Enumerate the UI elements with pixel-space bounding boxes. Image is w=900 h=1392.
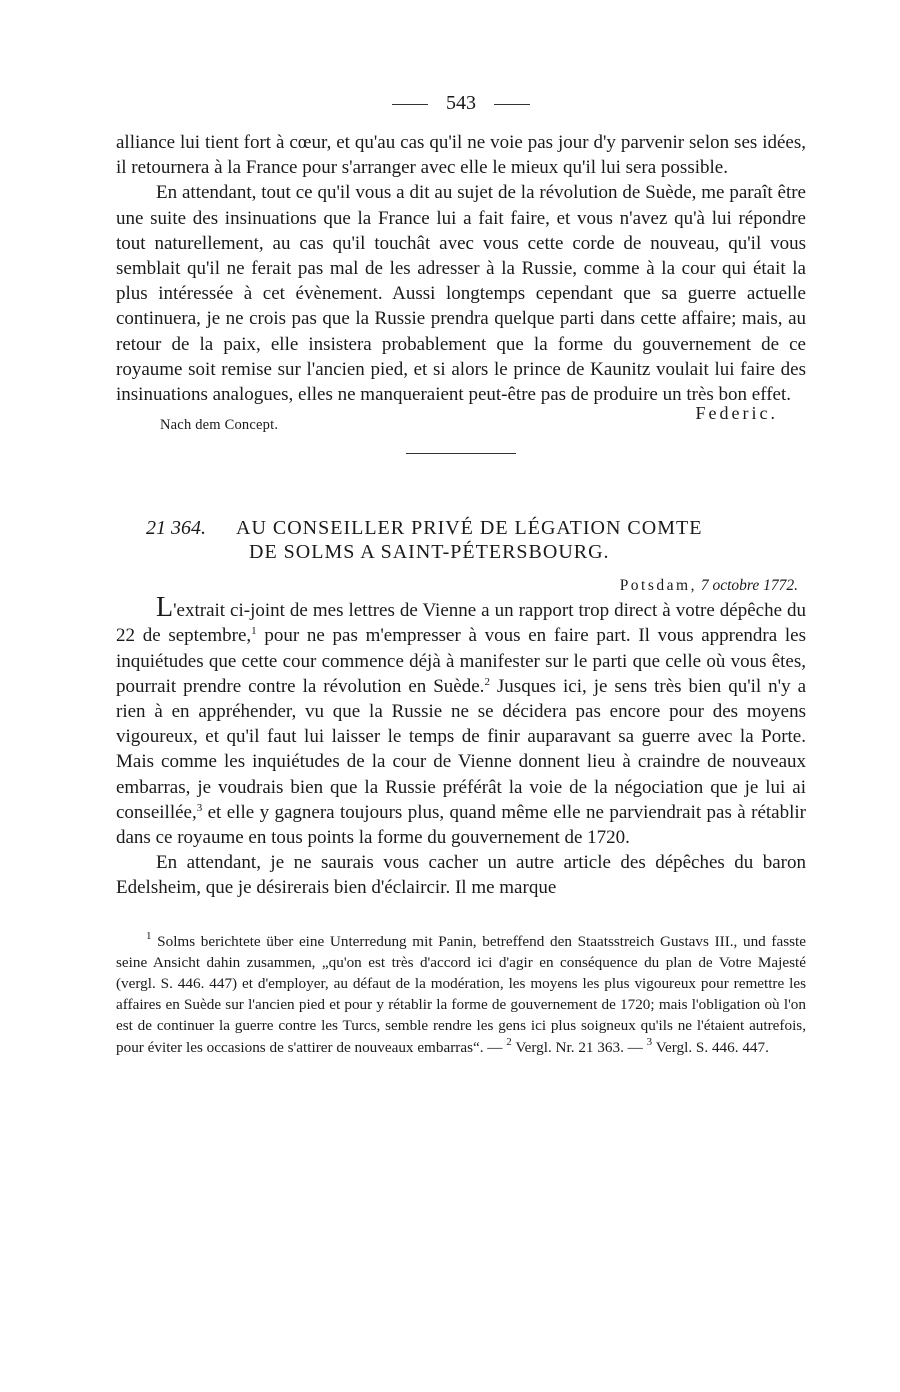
page-header [116,88,806,118]
source-note: Nach dem Concept. [160,417,279,434]
footnote-2: Vergl. Nr. 21 363. — [515,1038,643,1056]
letter-body-part-d: et elle y gagnera toujours plus, quand même elle ne parviendrait pas à rétablir dans ce royaume en tous points la forme du gouvernement de 1720. [116,801,806,849]
footnote-ref-3: 3 [196,801,203,814]
signature-block [116,403,806,451]
footnote-3: Vergl. S. 446. 447. [655,1038,769,1056]
letter-heading [116,516,806,566]
letter-number: 21 364. [146,517,206,540]
drop-cap: L [156,592,174,624]
letter-title-line-1: AU CONSEILLER PRIVÉ DE LÉGATION COMTE [236,517,703,540]
footnote-ref-2: 2 [484,675,490,688]
footnote-marker-1: 1 [146,929,152,942]
letter-body-part-c: Jusques ici, je sens très bien qu'il n'y a rien à en appréhender, vu que la Russie ne se décidera pas encore pour des moyens vigoureux, et qu'il faut lui laisser le temps de finir auparavant sa guerre avec la Porte. Mais comme les inquiétudes de la cour de Vienne donnent lieu à craindre de nouveaux embarras, je voudrais bien que la Russie préférât la voie de la négociation que je lui ai conseillée, [116,675,807,823]
dateline [116,574,798,598]
signature: Federic. [695,403,778,424]
section-divider [406,453,516,454]
footnote-1: Solms berichtete über eine Unterredung mit Panin, betreffend den Staatsstreich Gustavs III., und fasste seine Ansicht dahin zusammen, „qu'on est très d'accord ici d'agir en conséquence du plan de Votre Majesté (vergl. S. 446. 447) et d'employer, au défaut de la modération, les moyens les plus vigoureux pour remettre les affaires en Suède sur l'ancien pied et pour y rétablir la forme de gouvernement de 1720; mais l'obligation où l'on est de continuer la guerre contre les Turcs, semble rendre les gens ici plus soigneux qu'ils ne l'étaient autrefois, pour éviter les occasions de s'attirer de nouveaux embarras“. — [116,932,807,1056]
footnote-ref-1: 1 [251,625,257,638]
letter-body-part-a: 'extrait ci-joint de mes lettres de Vienne a un rapport trop direct à votre dépêche du 22 de septembre, [116,600,806,647]
footnotes [116,931,806,1058]
footnote-marker-3: 3 [646,1035,653,1048]
letter-body-part-b: pour ne pas m'empresser à vous en faire part. Il vous apprendra les inquiétudes que cette cour commence déjà à manifester sur le parti que celle où vous êtes, pourrait prendre contre la révolution en Suède. [116,625,807,697]
dateline-place: Potsdam, [619,577,697,595]
paragraph-continuation: alliance lui tient fort à cœur, et qu'au cas qu'il ne voie pas jour d'y parvenir selon ses idées, il retournera à la France pour s'arranger avec elle le mieux qu'il lui sera possible. [116,132,806,179]
letter-body-paragraph-2: En attendant, je ne saurais vous cacher un autre article des dépêches du baron Edelsheim, que je désirerais bien d'éclaircir. Il me marque [116,852,806,899]
letter-title-line-2: DE SOLMS A SAINT-PÉTERSBOURG. [249,541,610,564]
paragraph-revolution: En attendant, tout ce qu'il vous a dit au sujet de la révolution de Suède, me paraît être une suite des insinuations que la France lui a fait faire, et vous n'avez qu'à lui répondre tout naturellement, au cas qu'il touchât avec vous cette corde de nouveau, qu'il vous semblait qu'il ne ferait pas mal de les adresser à la Russie, comme à la cour qui était la plus intéressée à cet évènement. Aussi longtemps cependant que sa guerre actuelle continuera, je ne crois pas que la Russie prendra quelque parti dans cette affaire; mais, au retour de la paix, elle insistera probablement que la forme du gouvernement de ce royaume soit remise sur l'ancien pied, et si alors le prince de Kaunitz voulait lui faire des insinuations analogues, elles ne manqueraient peut-être pas de produire un très bon effet. [116,182,806,406]
header-dash-right [494,104,530,105]
letter-body-paragraph-1 [116,592,807,850]
book-page [116,88,806,1058]
dateline-date: 7 octobre 1772. [700,577,798,595]
page-number: 543 [446,92,476,114]
footnote-text [116,931,806,1058]
footnote-marker-2: 2 [506,1035,512,1048]
header-dash-left [392,104,428,105]
